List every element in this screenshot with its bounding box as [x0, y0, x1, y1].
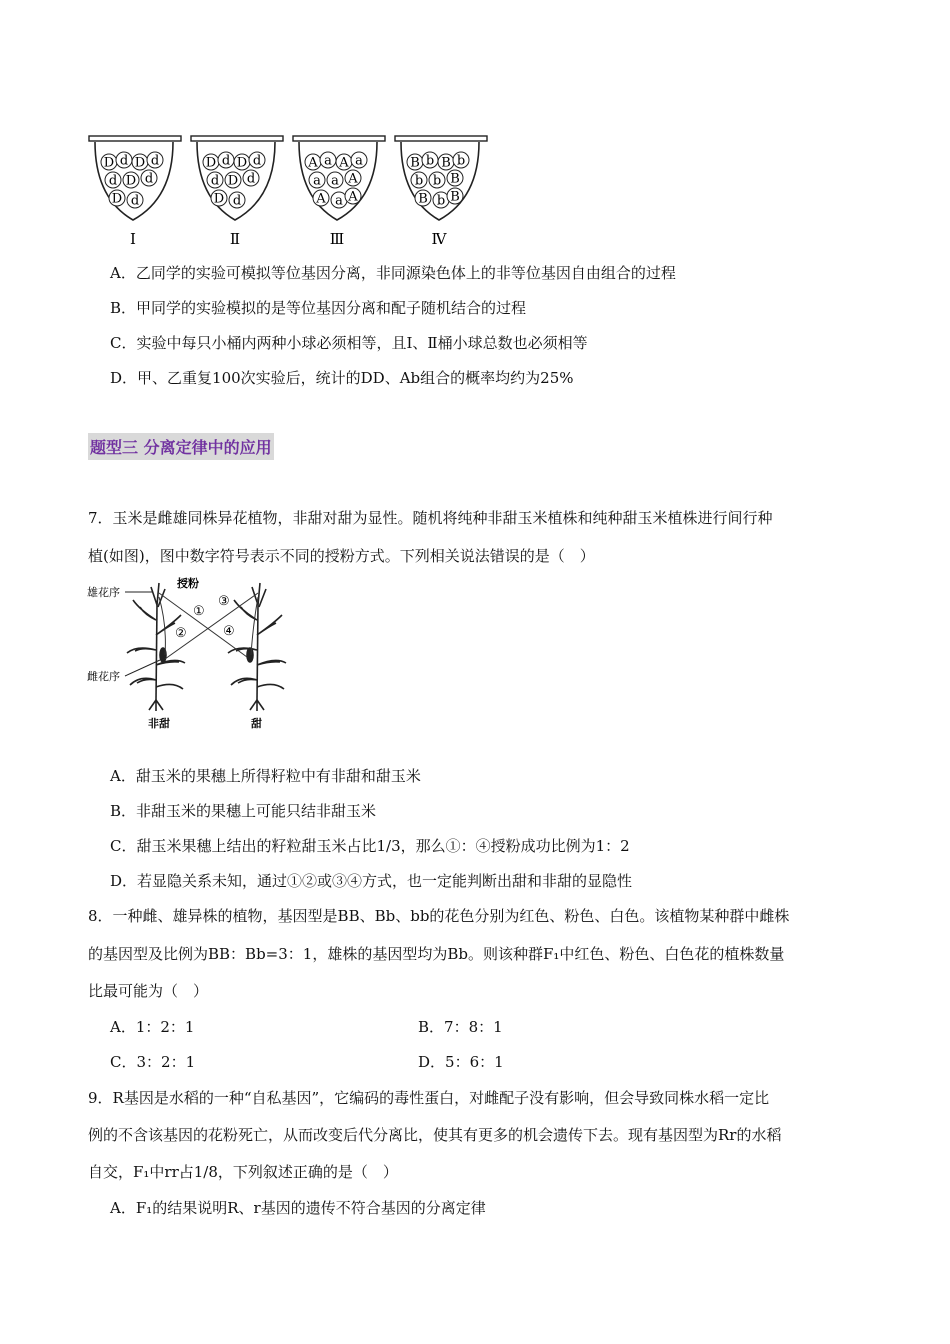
q8-stem-line1: 8．一种雌、雄异株的植物，基因型是BB、Bb、bb的花色分别为红色、粉色、白色。该植物某种群中雌株 — [88, 907, 790, 925]
q6-option-a: A．乙同学的实验可模拟等位基因分离，非同源染色体上的非等位基因自由组合的过程 — [110, 264, 676, 282]
q6-option-b: B．甲同学的实验模拟的是等位基因分离和配子随机结合的过程 — [110, 299, 527, 317]
q6-option-c: C．实验中每只小桶内两种小球必须相等，且Ⅰ、Ⅱ桶小球总数也必须相等 — [110, 334, 588, 352]
q9-stem-line3: 自交，F₁中rr占1/8，下列叙述正确的是（ ） — [88, 1163, 398, 1181]
q7-stem-line2: 植(如图)，图中数字符号表示不同的授粉方式。下列相关说法错误的是（ ） — [88, 547, 595, 565]
ball-letter: B — [441, 155, 451, 171]
ball-letter: D — [205, 155, 217, 171]
ball-letter: b — [414, 173, 424, 189]
ball-letter: d — [221, 153, 231, 169]
q9-stem-line2: 例的不含该基因的花粉死亡，从而改变后代分离比，使其有更多的机会遗传下去。现有基因型为Rr的水稻 — [88, 1126, 782, 1144]
pollination-label: 授粉 — [177, 577, 199, 590]
right-plant-label: 甜 — [251, 717, 262, 730]
bucket-1 — [89, 136, 181, 248]
q8-option-c: C．3：2：1 — [110, 1053, 196, 1071]
ball-letter: a — [355, 153, 363, 169]
q8-option-a: A．1：2：1 — [110, 1018, 195, 1036]
ball-letter: A — [308, 155, 318, 171]
q8-stem-line2: 的基因型及比例为BB：Bb=3：1，雄株的基因型均为Bb。则该种群F₁中红色、粉色、白色花的植株数量 — [88, 945, 785, 963]
buckets-figure — [85, 128, 505, 250]
ball-letter: d — [252, 153, 262, 169]
ball-letter: a — [335, 193, 343, 209]
ball-letter: D — [125, 173, 137, 189]
ball-letter: d — [108, 173, 118, 189]
ball-letter: d — [232, 193, 242, 209]
female-flower-label: 雌花序 — [87, 670, 120, 683]
ball-letter: a — [324, 153, 332, 169]
q8-option-d: D．5：6：1 — [418, 1053, 504, 1071]
q7-option-b: B．非甜玉米的果穗上可能只结非甜玉米 — [110, 802, 377, 820]
mark-1: ① — [193, 604, 205, 619]
bucket-4 — [395, 136, 487, 248]
bucket-3 — [293, 136, 385, 248]
ball-letter: a — [313, 173, 321, 189]
ball-letter: D — [236, 155, 248, 171]
ball-letter: B — [418, 191, 428, 207]
ball-letter: b — [432, 173, 442, 189]
ball-letter: d — [144, 171, 154, 187]
mark-4: ④ — [223, 624, 235, 639]
ball-letter: B — [450, 171, 460, 187]
bucket-label: Ⅱ — [229, 230, 241, 248]
q7-stem-line1: 7．玉米是雌雄同株异花植物，非甜对甜为显性。随机将纯种非甜玉米植株和纯种甜玉米植株进行间行种 — [88, 509, 773, 527]
ball-letter: d — [130, 193, 140, 209]
corn-pollination-figure — [85, 575, 300, 735]
q7-option-d: D．若显隐关系未知，通过①②或③④方式，也一定能判断出甜和非甜的显隐性 — [110, 872, 633, 890]
ball-letter: D — [111, 191, 123, 207]
ball-letter: A — [339, 155, 349, 171]
q9-option-a: A．F₁的结果说明R、r基因的遗传不符合基因的分离定律 — [110, 1199, 486, 1217]
q8-option-b: B．7：8：1 — [418, 1018, 503, 1036]
ball-letter: A — [348, 189, 358, 205]
q7-option-c: C．甜玉米果穗上结出的籽粒甜玉米占比1/3，那么①：④授粉成功比例为1：2 — [110, 837, 630, 855]
ball-letter: d — [150, 153, 160, 169]
left-plant — [127, 583, 185, 711]
ball-letter: D — [103, 155, 115, 171]
bucket-label: Ⅳ — [431, 230, 447, 248]
ball-letter: a — [331, 173, 339, 189]
bucket-2 — [191, 136, 283, 248]
ball-letter: A — [348, 171, 358, 187]
ball-letter: B — [410, 155, 420, 171]
mark-3: ③ — [218, 594, 230, 609]
ball-letter: B — [450, 189, 460, 205]
ball-letter: b — [436, 193, 446, 209]
mark-2: ② — [175, 626, 187, 641]
bucket-label: Ⅲ — [329, 230, 345, 248]
ball-letter: b — [456, 153, 466, 169]
left-plant-label: 非甜 — [148, 717, 170, 730]
ball-letter: d — [210, 173, 220, 189]
male-flower-label: 雄花序 — [87, 586, 120, 599]
ball-letter: A — [316, 191, 326, 207]
q9-stem-line1: 9．R基因是水稻的一种“自私基因”，它编码的毒性蛋白，对雌配子没有影响，但会导致同株水稻一定比 — [88, 1089, 770, 1107]
q6-option-d: D．甲、乙重复100次实验后，统计的DD、Ab组合的概率均约为25% — [110, 369, 574, 387]
ball-letter: b — [425, 153, 435, 169]
ball-letter: d — [119, 153, 129, 169]
ball-letter: D — [134, 155, 146, 171]
section-title: 题型三 分离定律中的应用 — [88, 433, 274, 460]
ball-letter: d — [246, 171, 256, 187]
ball-letter: D — [227, 173, 239, 189]
ball-letter: D — [213, 191, 225, 207]
q8-stem-line3: 比最可能为（ ） — [88, 982, 209, 1000]
q7-option-a: A．甜玉米的果穗上所得籽粒中有非甜和甜玉米 — [110, 767, 421, 785]
bucket-label: Ⅰ — [130, 230, 136, 248]
